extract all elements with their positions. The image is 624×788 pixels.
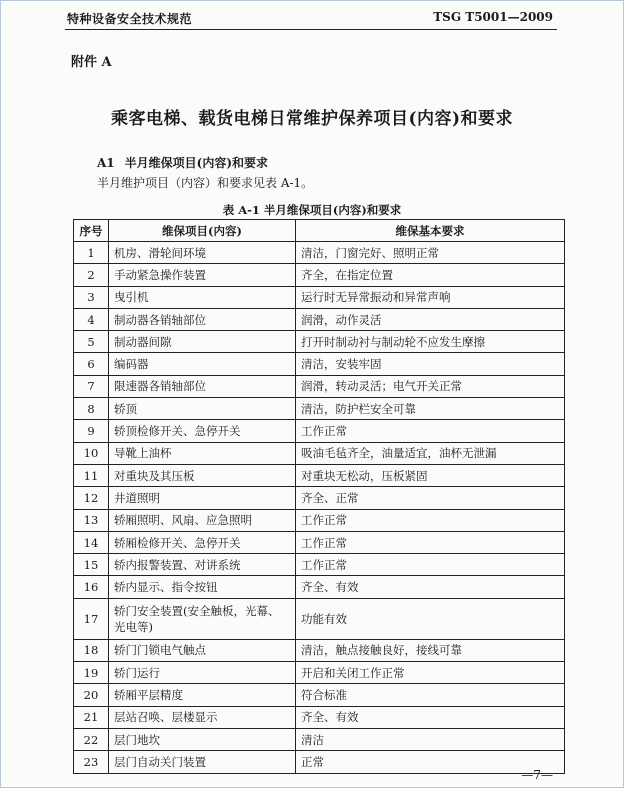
table-row <box>74 598 565 639</box>
table-row <box>74 728 565 750</box>
row-requirement: 清洁，安装牢固 <box>296 353 565 375</box>
row-number: 16 <box>74 576 109 598</box>
row-item: 层门自动关门装置 <box>109 751 296 773</box>
row-number: 7 <box>74 375 109 397</box>
row-item: 轿门安全装置(安全触板，光幕、光电等) <box>109 598 296 639</box>
row-item: 曳引机 <box>109 286 296 308</box>
table-row <box>74 706 565 728</box>
row-requirement: 打开时制动衬与制动轮不应发生摩擦 <box>296 331 565 353</box>
row-requirement: 对重块无松动，压板紧固 <box>296 464 565 486</box>
row-requirement: 齐全、正常 <box>296 487 565 509</box>
row-number: 6 <box>74 353 109 375</box>
row-requirement: 功能有效 <box>296 598 565 639</box>
row-requirement: 润滑，动作灵活 <box>296 308 565 330</box>
page-title: 乘客电梯、载货电梯日常维护保养项目(内容)和要求 <box>110 109 514 129</box>
row-item: 井道照明 <box>109 487 296 509</box>
row-requirement: 清洁 <box>296 728 565 750</box>
row-item: 轿厢照明、风扇、应急照明 <box>109 509 296 531</box>
table-row <box>74 576 565 598</box>
row-number: 12 <box>74 487 109 509</box>
row-number: 11 <box>74 464 109 486</box>
row-number: 20 <box>74 684 109 706</box>
table-row <box>74 531 565 553</box>
row-item: 限速器各销轴部位 <box>109 375 296 397</box>
row-item: 轿顶检修开关、急停开关 <box>109 420 296 442</box>
row-item: 轿门运行 <box>109 662 296 684</box>
table-row <box>74 487 565 509</box>
row-number: 18 <box>74 639 109 661</box>
row-number: 4 <box>74 308 109 330</box>
row-requirement: 清洁，门窗完好、照明正常 <box>296 242 565 264</box>
row-requirement: 运行时无异常振动和异常声响 <box>296 286 565 308</box>
section-heading <box>97 154 268 171</box>
table-row <box>74 684 565 706</box>
maintenance-table <box>73 219 565 774</box>
row-number: 3 <box>74 286 109 308</box>
row-item: 轿厢平层精度 <box>109 684 296 706</box>
table-row <box>74 751 565 773</box>
row-number: 22 <box>74 728 109 750</box>
table-row <box>74 398 565 420</box>
row-number: 5 <box>74 331 109 353</box>
row-item: 轿内显示、指令按钮 <box>109 576 296 598</box>
row-item: 层门地坎 <box>109 728 296 750</box>
row-item: 对重块及其压板 <box>109 464 296 486</box>
row-requirement: 齐全、有效 <box>296 706 565 728</box>
table-row <box>74 353 565 375</box>
section-intro: 半月维护项目（内容）和要求见表 A-1。 <box>97 176 314 190</box>
row-number: 10 <box>74 442 109 464</box>
table-row <box>74 242 565 264</box>
row-requirement: 润滑，转动灵活；电气开关正常 <box>296 375 565 397</box>
row-requirement: 吸油毛毡齐全，油量适宜，油杯无泄漏 <box>296 442 565 464</box>
table-caption: 表 A-1 半月维保项目(内容)和要求 <box>222 203 402 217</box>
row-requirement: 符合标准 <box>296 684 565 706</box>
row-requirement: 开启和关闭工作正常 <box>296 662 565 684</box>
row-requirement: 工作正常 <box>296 554 565 576</box>
section-title: 半月维保项目(内容)和要求 <box>124 156 269 170</box>
row-requirement: 工作正常 <box>296 531 565 553</box>
section-number: A1 <box>97 156 115 170</box>
table-header-row <box>74 220 565 242</box>
row-number: 17 <box>74 598 109 639</box>
row-requirement: 工作正常 <box>296 420 565 442</box>
table-row <box>74 662 565 684</box>
row-item: 层站召唤、层楼显示 <box>109 706 296 728</box>
header-cell-number: 序号 <box>74 220 109 242</box>
row-number: 13 <box>74 509 109 531</box>
row-requirement: 清洁，防护栏安全可靠 <box>296 398 565 420</box>
row-item: 手动紧急操作装置 <box>109 264 296 286</box>
row-number: 1 <box>74 242 109 264</box>
row-requirement: 正常 <box>296 751 565 773</box>
table-row <box>74 375 565 397</box>
row-requirement: 工作正常 <box>296 509 565 531</box>
table-row <box>74 331 565 353</box>
page-number: —7— <box>521 768 553 782</box>
header-title: 特种设备安全技术规范 <box>67 12 193 26</box>
row-requirement: 齐全、有效 <box>296 576 565 598</box>
table-row <box>74 509 565 531</box>
row-requirement: 齐全，在指定位置 <box>296 264 565 286</box>
table-row <box>74 264 565 286</box>
header-rule <box>65 29 557 30</box>
table-row <box>74 308 565 330</box>
table-row <box>74 286 565 308</box>
table-row <box>74 464 565 486</box>
table-row <box>74 420 565 442</box>
table-row <box>74 639 565 661</box>
row-number: 19 <box>74 662 109 684</box>
table-row <box>74 554 565 576</box>
appendix-label: 附件 A <box>71 55 112 70</box>
row-item: 机房、滑轮间环境 <box>109 242 296 264</box>
row-number: 9 <box>74 420 109 442</box>
row-requirement: 清洁，触点接触良好，接线可靠 <box>296 639 565 661</box>
header-code: TSG T5001—2009 <box>433 10 553 24</box>
row-number: 2 <box>74 264 109 286</box>
row-item: 制动器间隙 <box>109 331 296 353</box>
row-number: 8 <box>74 398 109 420</box>
row-item: 制动器各销轴部位 <box>109 308 296 330</box>
row-item: 轿内报警装置、对讲系统 <box>109 554 296 576</box>
row-item: 轿门门锁电气触点 <box>109 639 296 661</box>
row-number: 23 <box>74 751 109 773</box>
row-number: 14 <box>74 531 109 553</box>
row-number: 15 <box>74 554 109 576</box>
row-item: 导靴上油杯 <box>109 442 296 464</box>
row-item: 轿顶 <box>109 398 296 420</box>
header-cell-item: 维保项目(内容) <box>109 220 296 242</box>
header-cell-requirement: 维保基本要求 <box>296 220 565 242</box>
table-row <box>74 442 565 464</box>
row-item: 轿厢检修开关、急停开关 <box>109 531 296 553</box>
row-item: 编码器 <box>109 353 296 375</box>
row-number: 21 <box>74 706 109 728</box>
